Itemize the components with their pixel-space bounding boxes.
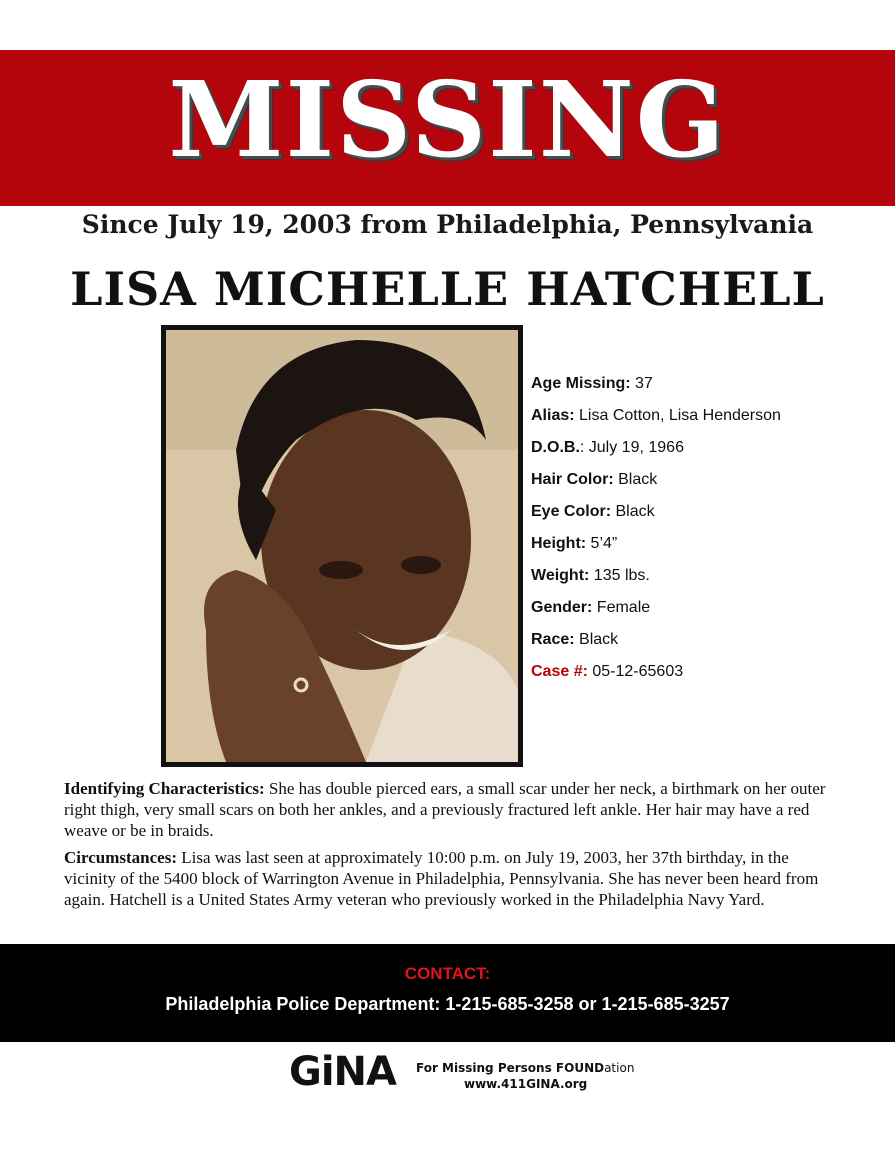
case-number-key: Case #:	[531, 663, 588, 680]
detail-key: Alias:	[531, 407, 575, 424]
contact-title: CONTACT:	[404, 964, 491, 983]
detail-row	[531, 596, 781, 628]
detail-row	[531, 628, 781, 660]
detail-value: Lisa Cotton, Lisa Henderson	[574, 407, 781, 424]
detail-value: Black	[574, 631, 619, 648]
detail-key: Height:	[531, 535, 587, 552]
detail-row	[531, 372, 781, 404]
detail-key: Age Missing:	[531, 375, 631, 392]
contact-bar	[0, 944, 895, 1042]
identifying-label: Identifying Characteristics:	[64, 779, 265, 798]
detail-row	[531, 500, 781, 532]
circumstances-label: Circumstances:	[64, 848, 177, 867]
detail-row	[531, 404, 781, 436]
detail-key: Race:	[531, 631, 575, 648]
missing-since-line: Since July 19, 2003 from Philadelphia, Pennsylvania	[81, 210, 814, 239]
detail-value: Black	[613, 471, 658, 488]
tagline-prefix: For Missing Persons	[416, 1061, 556, 1075]
person-photo	[161, 325, 523, 767]
detail-row	[531, 436, 781, 468]
missing-title: MISSING	[168, 58, 727, 181]
detail-row	[531, 564, 781, 596]
detail-row	[531, 532, 781, 564]
gina-logo: GiNA	[289, 1049, 396, 1095]
circumstances	[64, 847, 839, 910]
tagline-suffix: ation	[604, 1061, 635, 1075]
gina-tagline	[416, 1061, 634, 1092]
identifying-characteristics	[64, 778, 839, 841]
detail-key: Weight:	[531, 567, 590, 584]
detail-key: Gender:	[531, 599, 593, 616]
detail-value: Black	[611, 503, 655, 520]
case-number-value: 05-12-65603	[587, 663, 684, 680]
detail-value: Female	[592, 599, 651, 616]
portrait-illustration	[166, 330, 518, 762]
detail-row	[531, 468, 781, 500]
detail-value: 135 lbs.	[589, 567, 650, 584]
tagline-found: FOUND	[555, 1061, 605, 1075]
detail-value: 37	[630, 375, 653, 392]
detail-value: : July 19, 1966	[579, 439, 684, 456]
detail-key: D.O.B.	[531, 439, 580, 456]
detail-value: 5’4”	[586, 535, 618, 552]
person-name: LISA MICHELLE HATCHELL	[70, 262, 825, 316]
identifying-text: She has double pierced ears, a small scar under her neck, a birthmark on her outer right thigh, very small scars on both her ankles, and a previously fractured left ankle. Her hair may have a red weave or be in braids.	[64, 779, 826, 840]
detail-key: Hair Color:	[531, 471, 614, 488]
details-list	[531, 372, 781, 692]
circumstances-text: Lisa was last seen at approximately 10:00 p.m. on July 19, 2003, her 37th birthday, in the vicinity of the 5400 block of Warrington Avenue in Philadelphia, Pennsylvania. She has never been heard from again. Hatchell is a United States Army veteran who previously worked in the Philadelphia Navy Yard.	[64, 848, 819, 909]
gina-url: www.411GINA.org	[464, 1076, 588, 1091]
detail-key: Eye Color:	[531, 503, 612, 520]
contact-phone-line: Philadelphia Police Department: 1-215-685-3258 or 1-215-685-3257	[165, 994, 730, 1014]
detail-row-case	[531, 660, 781, 692]
